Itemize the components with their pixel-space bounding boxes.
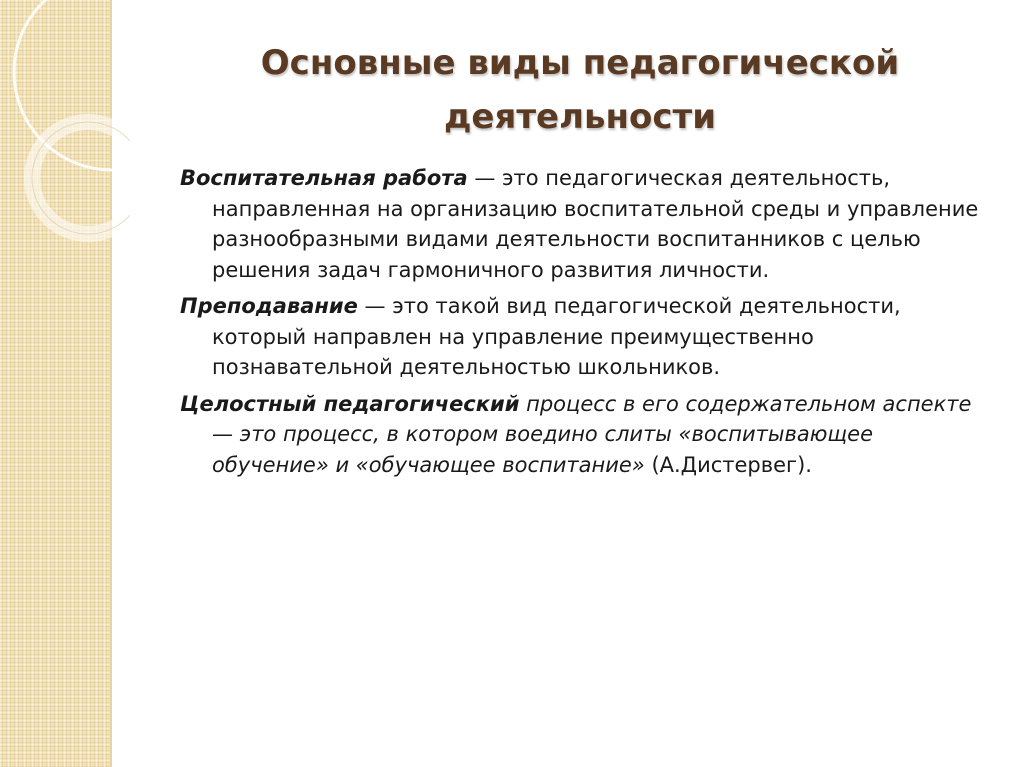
paragraph-teaching [180, 291, 990, 383]
term-teaching: Преподавание [180, 294, 358, 318]
definition-upbringing: — это педагогическая деятельность, направленная на организацию воспитательной среды и управление разнообразными видами деятельности воспитанников с целью решения задач гармоничного развития личности. [212, 166, 979, 282]
paragraph-holistic-process [180, 389, 990, 481]
paragraph-upbringing [180, 163, 990, 285]
term-holistic-process: Целостный педагогический [180, 391, 520, 416]
decorative-rings-icon [0, 0, 130, 260]
definition-teaching: — это такой вид педагогической деятельности, который направлен на управление преимущественно познавательной деятельностью школьников. [212, 294, 901, 379]
definition-holistic-process-citation: (А.Дистервег). [644, 452, 812, 477]
slide-title: Основные виды педагогической деятельности [260, 43, 900, 137]
term-upbringing: Воспитательная работа [180, 166, 468, 190]
slide-content [180, 163, 990, 486]
definition-holistic-process-italic: процесс в его содержательном аспекте — это процесс, в котором воедино слиты «воспитывающее обучение» и «обучающее воспитание» [212, 391, 972, 477]
